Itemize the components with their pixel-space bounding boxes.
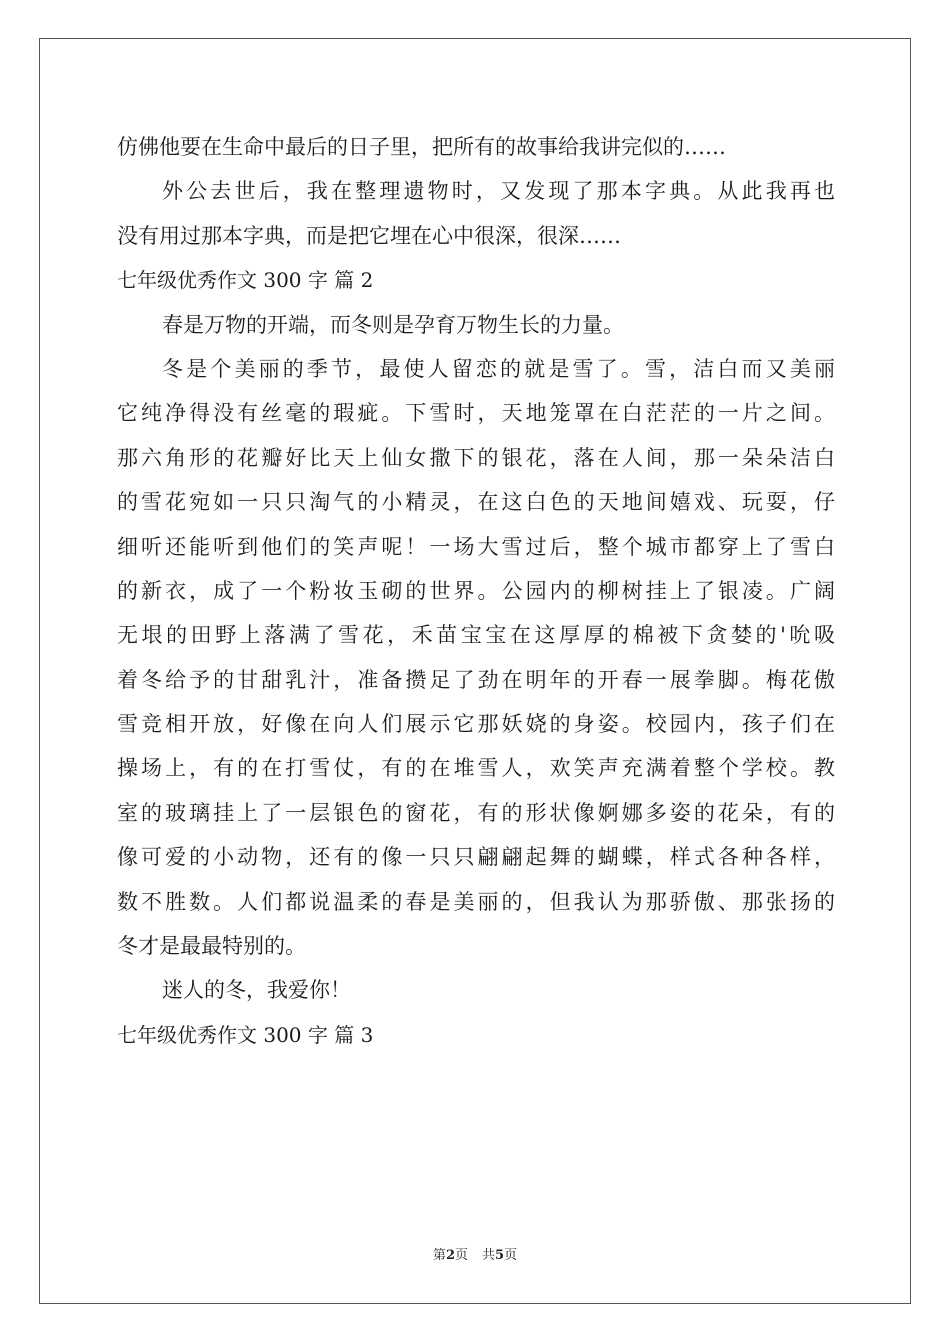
paragraph-line: 无垠的田野上落满了雪花，禾苗宝宝在这厚厚的棉被下贪婪的'吮吸 (117, 623, 835, 648)
section-heading: 七年级优秀作文 300 字 篇 3 (117, 1022, 374, 1047)
paragraph-line: 的雪花宛如一只只淘气的小精灵，在这白色的天地间嬉戏、玩耍，仔 (117, 490, 835, 515)
paragraph-line: 冬是个美丽的季节，最使人留恋的就是雪了。雪，洁白而又美丽 (162, 356, 835, 381)
section-heading: 七年级优秀作文 300 字 篇 2 (117, 268, 374, 293)
paragraph-line: 冬才是最最特别的。 (117, 934, 306, 959)
paragraph-line: 外公去世后，我在整理遗物时，又发现了那本字典。从此我再也 (162, 179, 835, 204)
paragraph-line: 数不胜数。人们都说温柔的春是美丽的，但我认为那骄傲、那张扬的 (117, 889, 835, 914)
paragraph-line: 雪竞相开放，好像在向人们展示它那妖娆的身姿。校园内，孩子们在 (117, 712, 835, 737)
paragraph-line: 室的玻璃挂上了一层银色的窗花，有的形状像婀娜多姿的花朵，有的 (117, 800, 835, 825)
paragraph-line: 操场上，有的在打雪仗，有的在堆雪人，欢笑声充满着整个学校。教 (117, 756, 835, 781)
paragraph-line: 迷人的冬，我爱你！ (162, 978, 351, 1003)
page-number-label: 第2页 (432, 1248, 468, 1263)
total-pages-label: 共5页 (482, 1248, 518, 1263)
page-footer (0, 1247, 950, 1265)
paragraph-line: 那六角形的花瓣好比天上仙女撒下的银花，落在人间，那一朵朵洁白 (117, 445, 835, 470)
paragraph-line: 的新衣，成了一个粉妆玉砌的世界。公园内的柳树挂上了银凌。广阔 (117, 578, 835, 603)
paragraph-line: 春是万物的开端，而冬则是孕育万物生长的力量。 (162, 312, 624, 337)
total-page-number: 5 (495, 1248, 505, 1263)
document-body (117, 127, 835, 1059)
paragraph-line: 仿佛他要在生命中最后的日子里，把所有的故事给我讲完似的…… (117, 135, 726, 159)
paragraph-line: 没有用过那本字典，而是把它埋在心中很深，很深…… (117, 223, 621, 248)
current-page-number: 2 (445, 1248, 455, 1263)
paragraph-line: 细听还能听到他们的笑声呢！一场大雪过后，整个城市都穿上了雪白 (117, 534, 835, 559)
paragraph-line: 着冬给予的甘甜乳汁，准备攒足了劲在明年的开春一展拳脚。梅花傲 (117, 667, 835, 692)
paragraph-line: 它纯净得没有丝毫的瑕疵。下雪时，天地笼罩在白茫茫的一片之间。 (117, 401, 835, 426)
paragraph-line: 像可爱的小动物，还有的像一只只翩翩起舞的蝴蝶，样式各种各样， (117, 845, 835, 870)
